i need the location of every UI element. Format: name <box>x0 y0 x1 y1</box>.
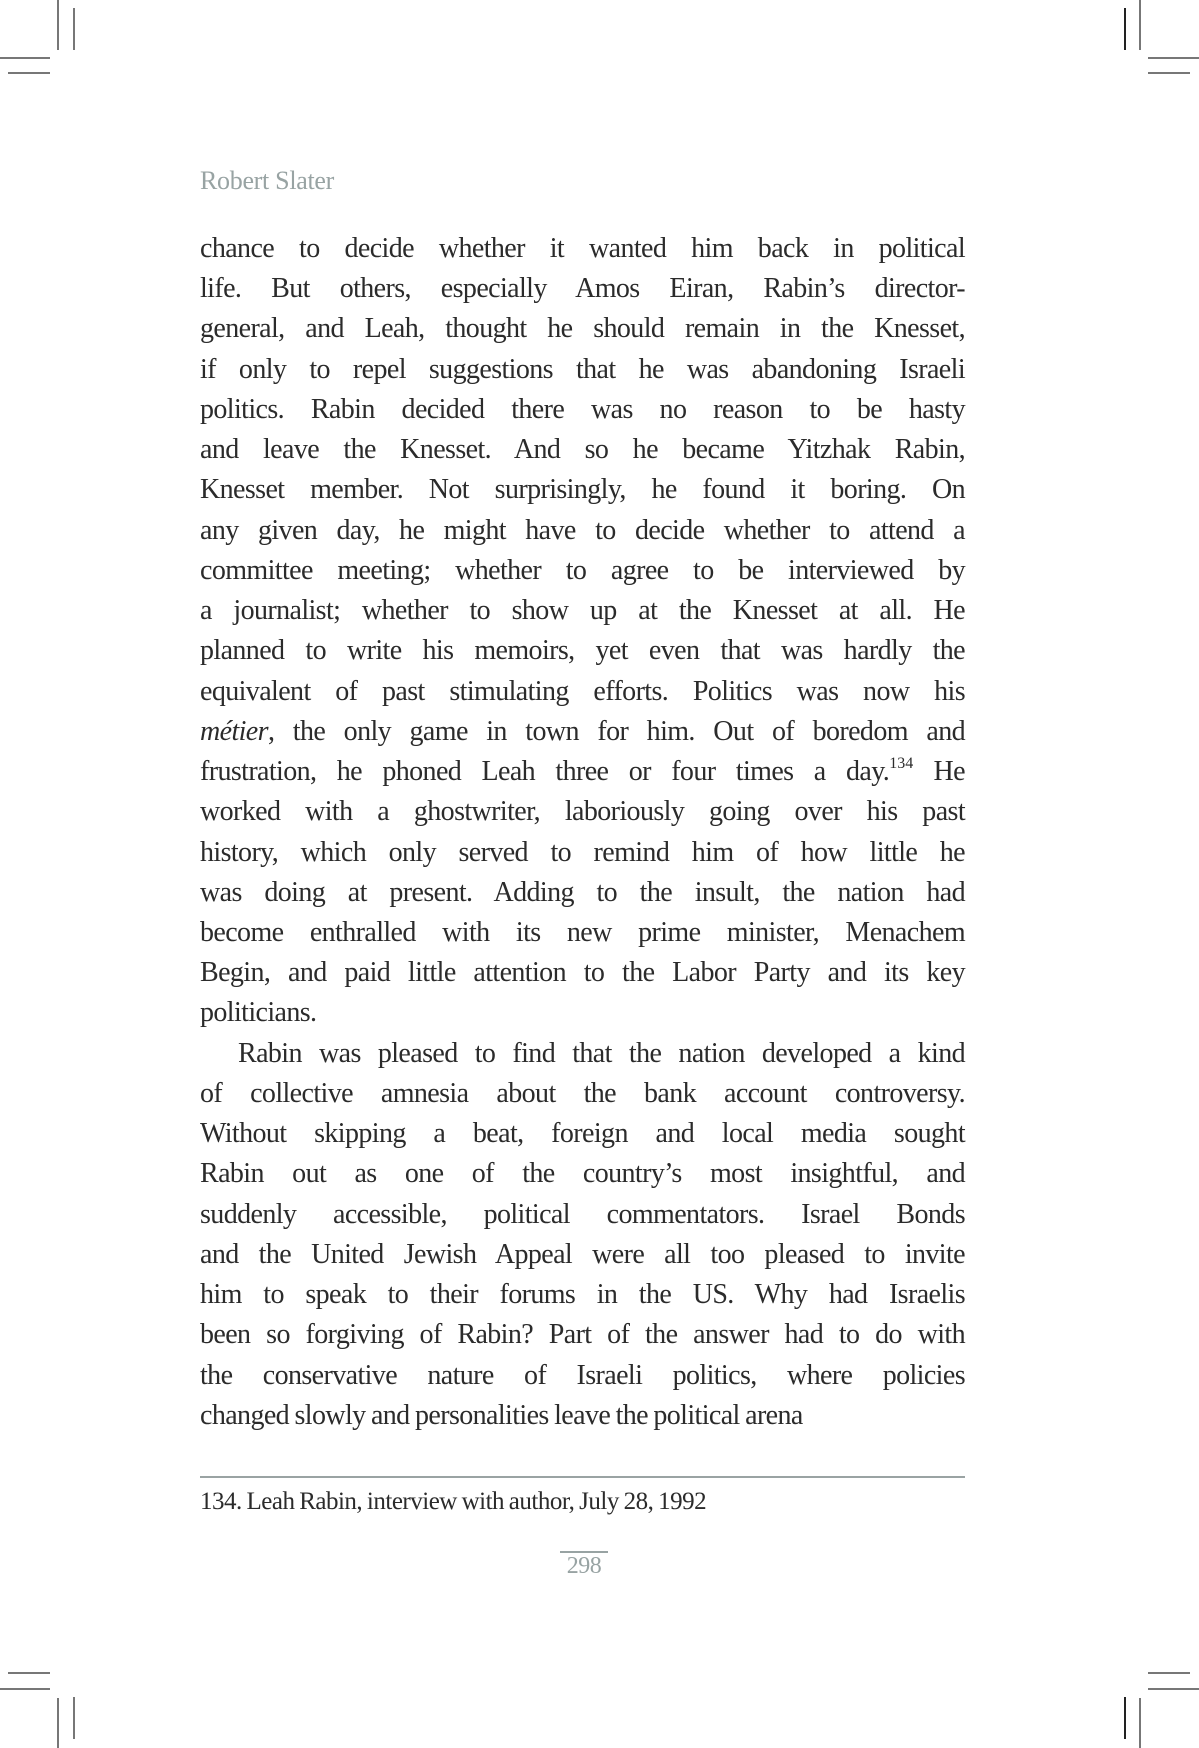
text-line <box>200 1356 965 1396</box>
line-text: suddenly accessible, political commentators. Israel Bonds <box>200 1198 965 1230</box>
text-line <box>200 551 965 591</box>
crop-mark-top-left-h1 <box>0 57 50 59</box>
text-line <box>200 470 965 510</box>
line-text: of collective amnesia about the bank account controversy. <box>200 1077 965 1109</box>
text-line <box>200 591 965 631</box>
italic-term: métier <box>200 715 268 747</box>
footnote-134: 134. Leah Rabin, interview with author, July 28, 1992 <box>200 1488 707 1515</box>
line-text: if only to repel suggestions that he was abandoning Israeli <box>200 353 965 385</box>
crop-mark-top-right-v2 <box>1139 0 1141 50</box>
text-line <box>200 993 965 1033</box>
crop-mark-bottom-left-h2 <box>0 1688 50 1690</box>
text-line <box>200 953 965 993</box>
text-line <box>200 672 965 712</box>
text-line <box>200 350 965 390</box>
line-text: equivalent of past stimulating efforts. Politics was now his <box>200 675 965 707</box>
line-text: politics. Rabin decided there was no reason to be hasty <box>200 393 965 425</box>
text-line <box>200 1074 965 1114</box>
text-line <box>200 1396 965 1436</box>
paragraph <box>200 1034 965 1436</box>
line-text: Knesset member. Not surprisingly, he found it boring. On <box>200 474 965 506</box>
text-line <box>200 752 965 792</box>
crop-mark-bottom-right-v2 <box>1139 1698 1141 1748</box>
text-line <box>200 390 965 430</box>
crop-mark-bottom-left-v1 <box>57 1698 59 1748</box>
line-text: chance to decide whether it wanted him back in political <box>200 233 965 264</box>
crop-mark-bottom-right-h1 <box>1148 1672 1190 1674</box>
crop-mark-bottom-left-h1 <box>8 1672 50 1674</box>
crop-mark-top-left-v2 <box>73 8 75 50</box>
line-text: changed slowly and personalities leave the political arena <box>200 1399 803 1431</box>
text-line <box>200 712 965 752</box>
text-line <box>200 1275 965 1315</box>
line-text: frustration, he phoned Leah three or four times a day. <box>200 756 890 788</box>
line-text: Rabin out as one of the country’s most insightful, and <box>200 1158 965 1190</box>
line-text: committee meeting; whether to agree to be interviewed by <box>200 554 965 586</box>
crop-mark-top-left-h2 <box>8 72 50 74</box>
text-line <box>200 269 965 309</box>
line-text: planned to write his memoirs, yet even that was hardly the <box>200 635 965 667</box>
line-text: Begin, and paid little attention to the Labor Party and its key <box>200 957 965 989</box>
line-text-suffix: He <box>913 756 965 788</box>
paragraph <box>200 229 965 1034</box>
crop-mark-top-right-v1 <box>1124 8 1126 50</box>
text-line <box>200 631 965 671</box>
line-text: was doing at present. Adding to the insult, the nation had <box>200 876 965 908</box>
crop-mark-bottom-right-h2 <box>1148 1688 1199 1690</box>
crop-mark-bottom-right-v1 <box>1124 1697 1126 1739</box>
line-text: a journalist; whether to show up at the Knesset at all. He <box>200 595 965 627</box>
line-text: the conservative nature of Israeli politics, where policies <box>200 1359 965 1391</box>
text-line <box>200 229 965 269</box>
line-text: Without skipping a beat, foreign and local media sought <box>200 1118 965 1150</box>
text-line <box>200 430 965 470</box>
crop-mark-bottom-left-v2 <box>73 1697 75 1739</box>
crop-mark-top-right-h1 <box>1148 57 1199 59</box>
line-text: general, and Leah, thought he should remain in the Knesset, <box>200 313 965 345</box>
line-text: him to speak to their forums in the US. Why had Israelis <box>200 1279 965 1311</box>
line-text: politicians. <box>200 997 317 1029</box>
text-line <box>200 1034 965 1074</box>
line-text: and the United Jewish Appeal were all too pleased to invite <box>200 1238 965 1270</box>
line-text: history, which only served to remind him of how little he <box>200 836 965 868</box>
line-text: life. But others, especially Amos Eiran, Rabin’s director- <box>200 273 965 305</box>
line-text: any given day, he might have to decide whether to attend a <box>200 514 965 546</box>
footnote-separator <box>200 1476 965 1478</box>
text-line <box>200 1195 965 1235</box>
text-line <box>200 1114 965 1154</box>
line-text: been so forgiving of Rabin? Part of the answer had to do with <box>200 1319 965 1351</box>
line-text: become enthralled with its new prime minister, Menachem <box>200 916 965 948</box>
text-line <box>200 1315 965 1355</box>
text-line <box>200 1154 965 1194</box>
running-header: Robert Slater <box>200 166 335 195</box>
line-text: and leave the Knesset. And so he became Yitzhak Rabin, <box>200 434 965 466</box>
page-number: 298 <box>560 1551 608 1579</box>
body-text <box>200 229 965 1436</box>
text-line <box>200 833 965 873</box>
crop-mark-top-left-v1 <box>57 0 59 50</box>
line-text: worked with a ghostwriter, laboriously going over his past <box>200 796 965 828</box>
text-line <box>200 792 965 832</box>
line-text: Rabin was pleased to find that the nation developed a kind <box>238 1037 965 1069</box>
text-line <box>200 511 965 551</box>
text-line <box>200 913 965 953</box>
text-line <box>200 1235 965 1275</box>
line-text: , the only game in town for him. Out of boredom and <box>267 715 965 747</box>
text-line <box>200 873 965 913</box>
text-line <box>200 309 965 349</box>
footnote-reference[interactable]: 134 <box>889 755 914 773</box>
crop-mark-top-right-h2 <box>1148 72 1190 74</box>
